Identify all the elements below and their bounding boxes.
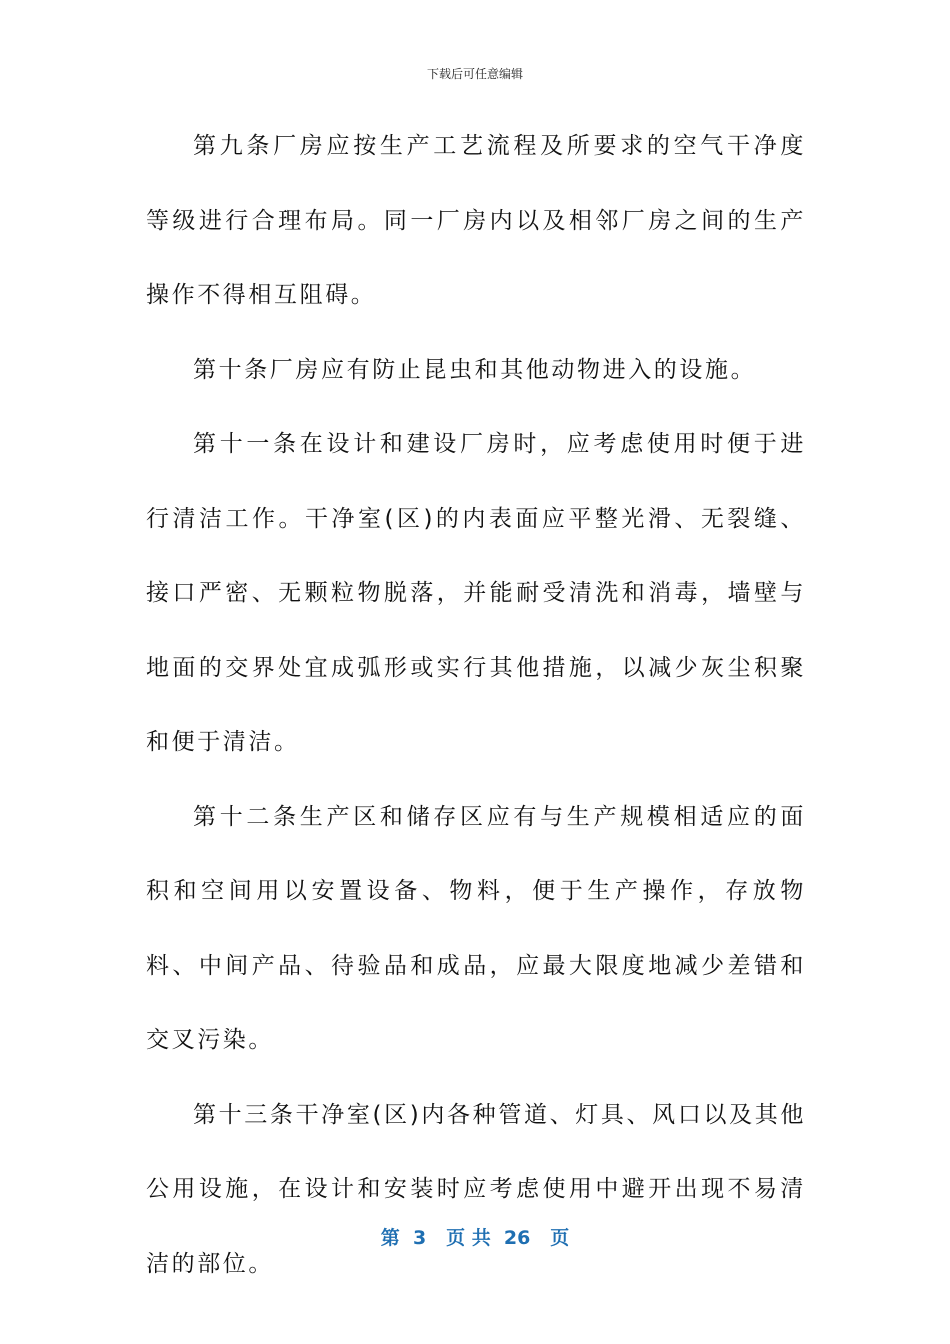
page-header-note: 下载后可任意编辑 — [426, 67, 523, 81]
paragraph-article-11: 第十一条在设计和建设厂房时，应考虑使用时便于进行清洁工作。干净室(区)的内表面应平整光滑、无裂缝、接口严密、无颗粒物脱落，并能耐受清洗和消毒，墙壁与地面的交界处宜成弧形或实行其他措施，以减少灰尘积聚和便于清洁。 — [146, 431, 806, 755]
page-number-footer: 第 3 页 共 26 页 — [380, 1227, 570, 1249]
document-body — [146, 109, 806, 1301]
paragraph-article-10: 第十条厂房应有防止昆虫和其他动物进入的设施。 — [193, 356, 757, 383]
paragraph-article-12: 第十二条生产区和储存区应有与生产规模相适应的面积和空间用以安置设备、物料，便于生产操作，存放物料、中间产品、待验品和成品，应最大限度地减少差错和交叉污染。 — [146, 803, 806, 1053]
paragraph-article-13: 第十三条干净室(区)内各种管道、灯具、风口以及其他公用设施，在设计和安装时应考虑使用中避开出现不易清洁的部位。 — [146, 1101, 806, 1277]
paragraph-article-9: 第九条厂房应按生产工艺流程及所要求的空气干净度等级进行合理布局。同一厂房内以及相邻厂房之间的生产操作不得相互阻碍。 — [146, 133, 806, 308]
